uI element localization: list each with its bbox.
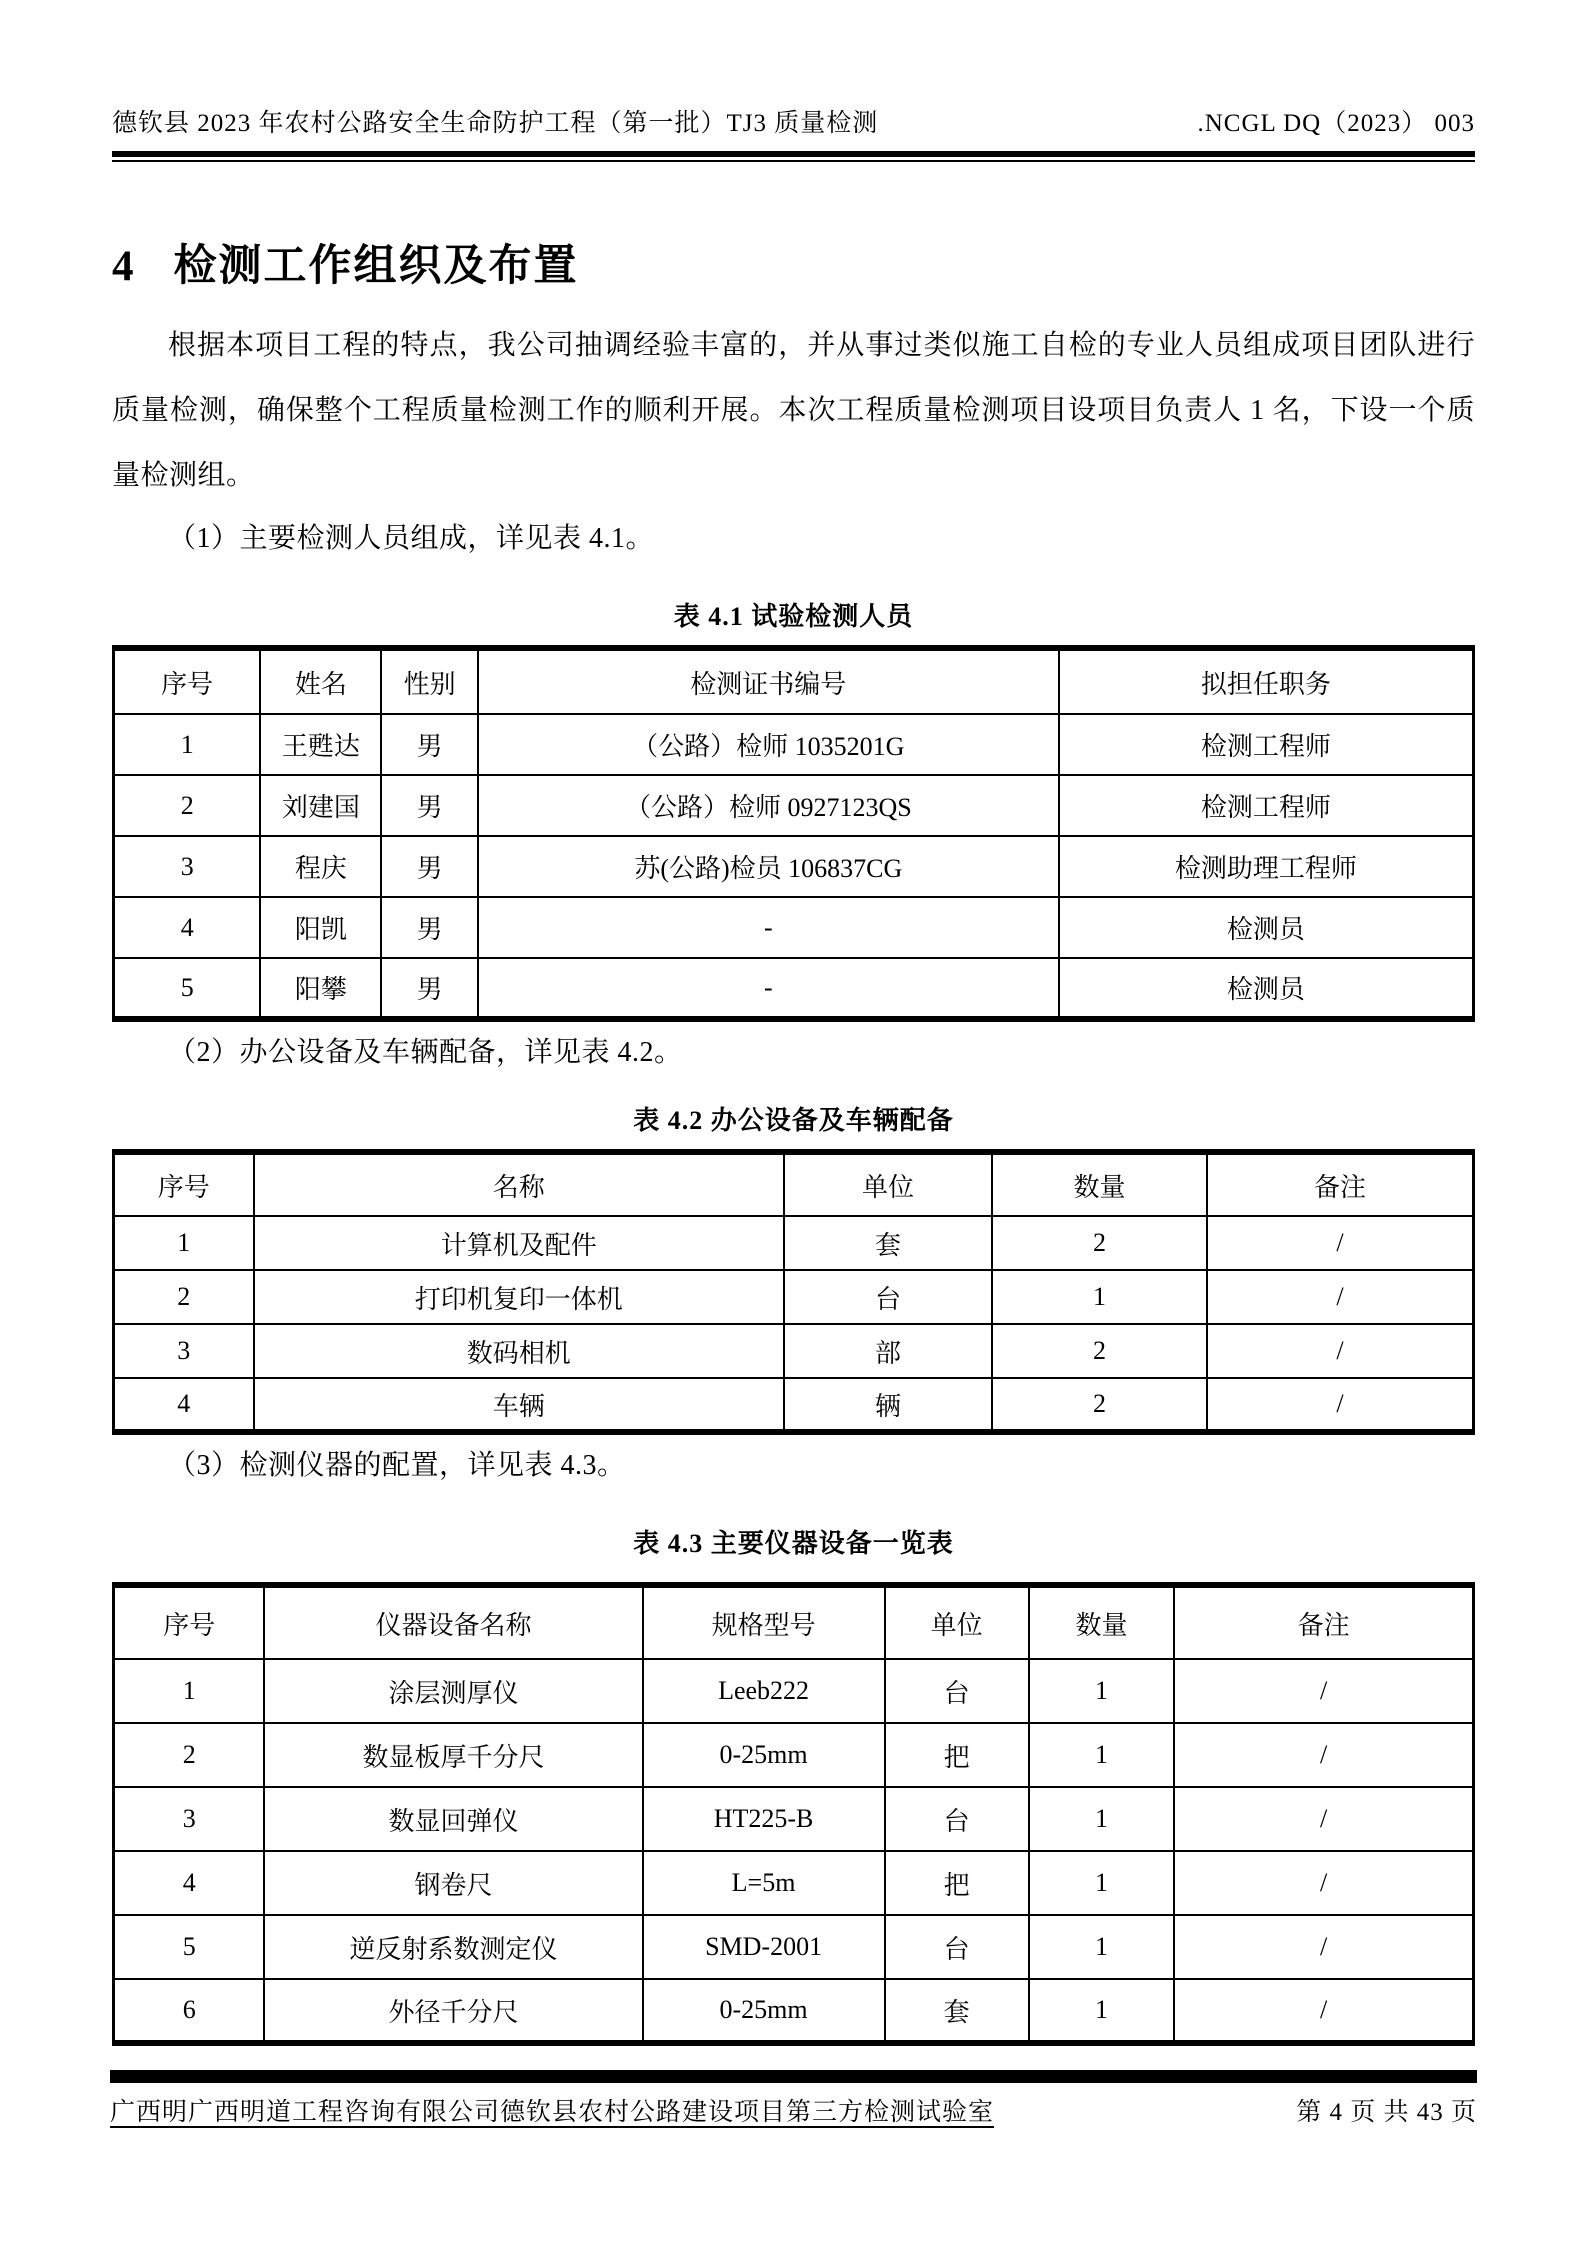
table-cell: （公路）检师 0927123QS (478, 775, 1059, 836)
header-rule-thin (112, 160, 1475, 162)
table-cell: 3 (114, 1324, 254, 1378)
table-cell: 2 (114, 1723, 265, 1787)
table-row (114, 1787, 1474, 1851)
column-header: 序号 (114, 1585, 265, 1659)
running-header (112, 105, 1475, 143)
table-cell: L=5m (643, 1851, 885, 1915)
header-document-number: .NCGL DQ（2023） 003 (1197, 110, 1475, 137)
table-cell: 检测工程师 (1059, 775, 1474, 836)
table-cell: / (1207, 1378, 1474, 1432)
column-header: 姓名 (260, 648, 381, 714)
section-number: 4 (112, 243, 136, 290)
column-header: 检测证书编号 (478, 648, 1059, 714)
table-cell: 1 (1029, 1979, 1175, 2043)
table-cell: 阳攀 (260, 958, 381, 1019)
column-header: 备注 (1207, 1152, 1474, 1216)
table-cell: 1 (1029, 1723, 1175, 1787)
table-cell: 检测工程师 (1059, 714, 1474, 775)
table-cell: 检测助理工程师 (1059, 836, 1474, 897)
table-header-row (114, 1585, 1474, 1659)
section-heading (112, 232, 1475, 293)
table-cell: 车辆 (254, 1378, 784, 1432)
table-cell: 阳凯 (260, 897, 381, 958)
table-row (114, 1378, 1474, 1432)
table-cell: HT225-B (643, 1787, 885, 1851)
table-cell: 男 (381, 897, 478, 958)
table-cell: 1 (1029, 1787, 1175, 1851)
table-cell: 台 (784, 1270, 992, 1324)
table-cell: 刘建国 (260, 775, 381, 836)
table-cell: 0-25mm (643, 1723, 885, 1787)
table-cell: 外径千分尺 (264, 1979, 642, 2043)
table-row (114, 1270, 1474, 1324)
column-header: 数量 (992, 1152, 1207, 1216)
table-row (114, 1851, 1474, 1915)
column-header: 名称 (254, 1152, 784, 1216)
column-header: 序号 (114, 1152, 254, 1216)
table-cell: 数显板厚千分尺 (264, 1723, 642, 1787)
table-cell: 2 (114, 775, 261, 836)
table-cell: 男 (381, 958, 478, 1019)
table-cell: 台 (885, 1915, 1029, 1979)
table-cell: / (1174, 1979, 1473, 2043)
table-cell: 套 (885, 1979, 1029, 2043)
section-title: 检测工作组织及布置 (173, 243, 579, 290)
table-row (114, 1324, 1474, 1378)
footer-text-row (110, 2092, 1477, 2128)
list-item-1: （1）主要检测人员组成，详见表 4.1。 (168, 523, 655, 554)
table-cell: 套 (784, 1216, 992, 1270)
table-cell: 5 (114, 1915, 265, 1979)
table-cell: 2 (992, 1378, 1207, 1432)
equipment-table (112, 1149, 1475, 1435)
intro-paragraph: 根据本项目工程的特点，我公司抽调经验丰富的，并从事过类似施工自检的专业人员组成项目团队进行质量检测，确保整个工程质量检测工作的顺利开展。本次工程质量检测项目设项目负责人 1 名，下设一个质量检测组。 (112, 330, 1475, 491)
table-row (114, 897, 1474, 958)
table-cell: / (1207, 1216, 1474, 1270)
column-header: 规格型号 (643, 1585, 885, 1659)
column-header: 备注 (1174, 1585, 1473, 1659)
column-header: 序号 (114, 648, 261, 714)
table-cell: 1 (992, 1270, 1207, 1324)
column-header: 性别 (381, 648, 478, 714)
column-header: 数量 (1029, 1585, 1175, 1659)
personnel-table (112, 645, 1475, 1022)
table-cell: 检测员 (1059, 958, 1474, 1019)
table-cell: 数码相机 (254, 1324, 784, 1378)
table-cell: 4 (114, 897, 261, 958)
footer-rule (110, 2070, 1477, 2083)
table-header-row (114, 648, 1474, 714)
header-rule-thick (112, 151, 1475, 157)
table-cell: 把 (885, 1851, 1029, 1915)
table-4-1-caption: 表 4.1 试验检测人员 (673, 602, 914, 631)
table-cell: （公路）检师 1035201G (478, 714, 1059, 775)
instruments-table (112, 1582, 1475, 2046)
table-cell: / (1174, 1851, 1473, 1915)
table-cell: / (1174, 1915, 1473, 1979)
table-cell: 逆反射系数测定仪 (264, 1915, 642, 1979)
table-cell: 部 (784, 1324, 992, 1378)
table-cell: 涂层测厚仪 (264, 1659, 642, 1723)
table-cell: / (1174, 1723, 1473, 1787)
table-cell: / (1207, 1324, 1474, 1378)
table-cell: / (1174, 1659, 1473, 1723)
table-cell: 检测员 (1059, 897, 1474, 958)
table-cell: 苏(公路)检员 106837CG (478, 836, 1059, 897)
column-header: 拟担任职务 (1059, 648, 1474, 714)
table-row (114, 714, 1474, 775)
column-header: 单位 (885, 1585, 1029, 1659)
footer-organization: 广西明广西明道工程咨询有限公司德钦县农村公路建设项目第三方检测试验室 (110, 2099, 995, 2126)
table-cell: 1 (114, 714, 261, 775)
table-cell: 3 (114, 836, 261, 897)
table-cell: SMD-2001 (643, 1915, 885, 1979)
table-4-3-caption: 表 4.3 主要仪器设备一览表 (633, 1529, 954, 1558)
table-cell: 王甦达 (260, 714, 381, 775)
table-cell: 数显回弹仪 (264, 1787, 642, 1851)
table-row (114, 836, 1474, 897)
table-cell: 台 (885, 1659, 1029, 1723)
table-cell: 2 (992, 1324, 1207, 1378)
table-cell: 4 (114, 1851, 265, 1915)
table-cell: Leeb222 (643, 1659, 885, 1723)
table-cell: 2 (992, 1216, 1207, 1270)
table-row (114, 1979, 1474, 2043)
table-row (114, 958, 1474, 1019)
table-cell: 男 (381, 836, 478, 897)
table-cell: 1 (1029, 1659, 1175, 1723)
table-cell: 辆 (784, 1378, 992, 1432)
table-cell: 计算机及配件 (254, 1216, 784, 1270)
table-cell: 男 (381, 775, 478, 836)
table-cell: 5 (114, 958, 261, 1019)
table-cell: / (1174, 1787, 1473, 1851)
table-cell: 0-25mm (643, 1979, 885, 2043)
table-cell: 男 (381, 714, 478, 775)
table-cell: / (1207, 1270, 1474, 1324)
table-cell: 程庆 (260, 836, 381, 897)
table-cell: 1 (114, 1216, 254, 1270)
table-4-2-caption: 表 4.2 办公设备及车辆配备 (633, 1106, 954, 1135)
table-cell: 1 (1029, 1851, 1175, 1915)
table-cell: 把 (885, 1723, 1029, 1787)
page-number: 第 4 页 共 43 页 (1296, 2099, 1477, 2126)
list-item-3: （3）检测仪器的配置，详见表 4.3。 (168, 1450, 626, 1481)
header-project-title: 德钦县 2023 年农村公路安全生命防护工程（第一批）TJ3 质量检测 (112, 110, 879, 137)
table-row (114, 1723, 1474, 1787)
table-header-row (114, 1152, 1474, 1216)
table-cell: - (478, 958, 1059, 1019)
table-row (114, 775, 1474, 836)
table-cell: 3 (114, 1787, 265, 1851)
table-cell: 1 (114, 1659, 265, 1723)
column-header: 单位 (784, 1152, 992, 1216)
table-cell: 钢卷尺 (264, 1851, 642, 1915)
table-cell: 4 (114, 1378, 254, 1432)
table-cell: 打印机复印一体机 (254, 1270, 784, 1324)
table-cell: 2 (114, 1270, 254, 1324)
column-header: 仪器设备名称 (264, 1585, 642, 1659)
table-row (114, 1216, 1474, 1270)
list-item-2: （2）办公设备及车辆配备，详见表 4.2。 (168, 1037, 683, 1068)
table-row (114, 1915, 1474, 1979)
running-footer (110, 2070, 1477, 2128)
table-cell: 6 (114, 1979, 265, 2043)
table-cell: 台 (885, 1787, 1029, 1851)
table-row (114, 1659, 1474, 1723)
table-cell: 1 (1029, 1915, 1175, 1979)
table-cell: - (478, 897, 1059, 958)
